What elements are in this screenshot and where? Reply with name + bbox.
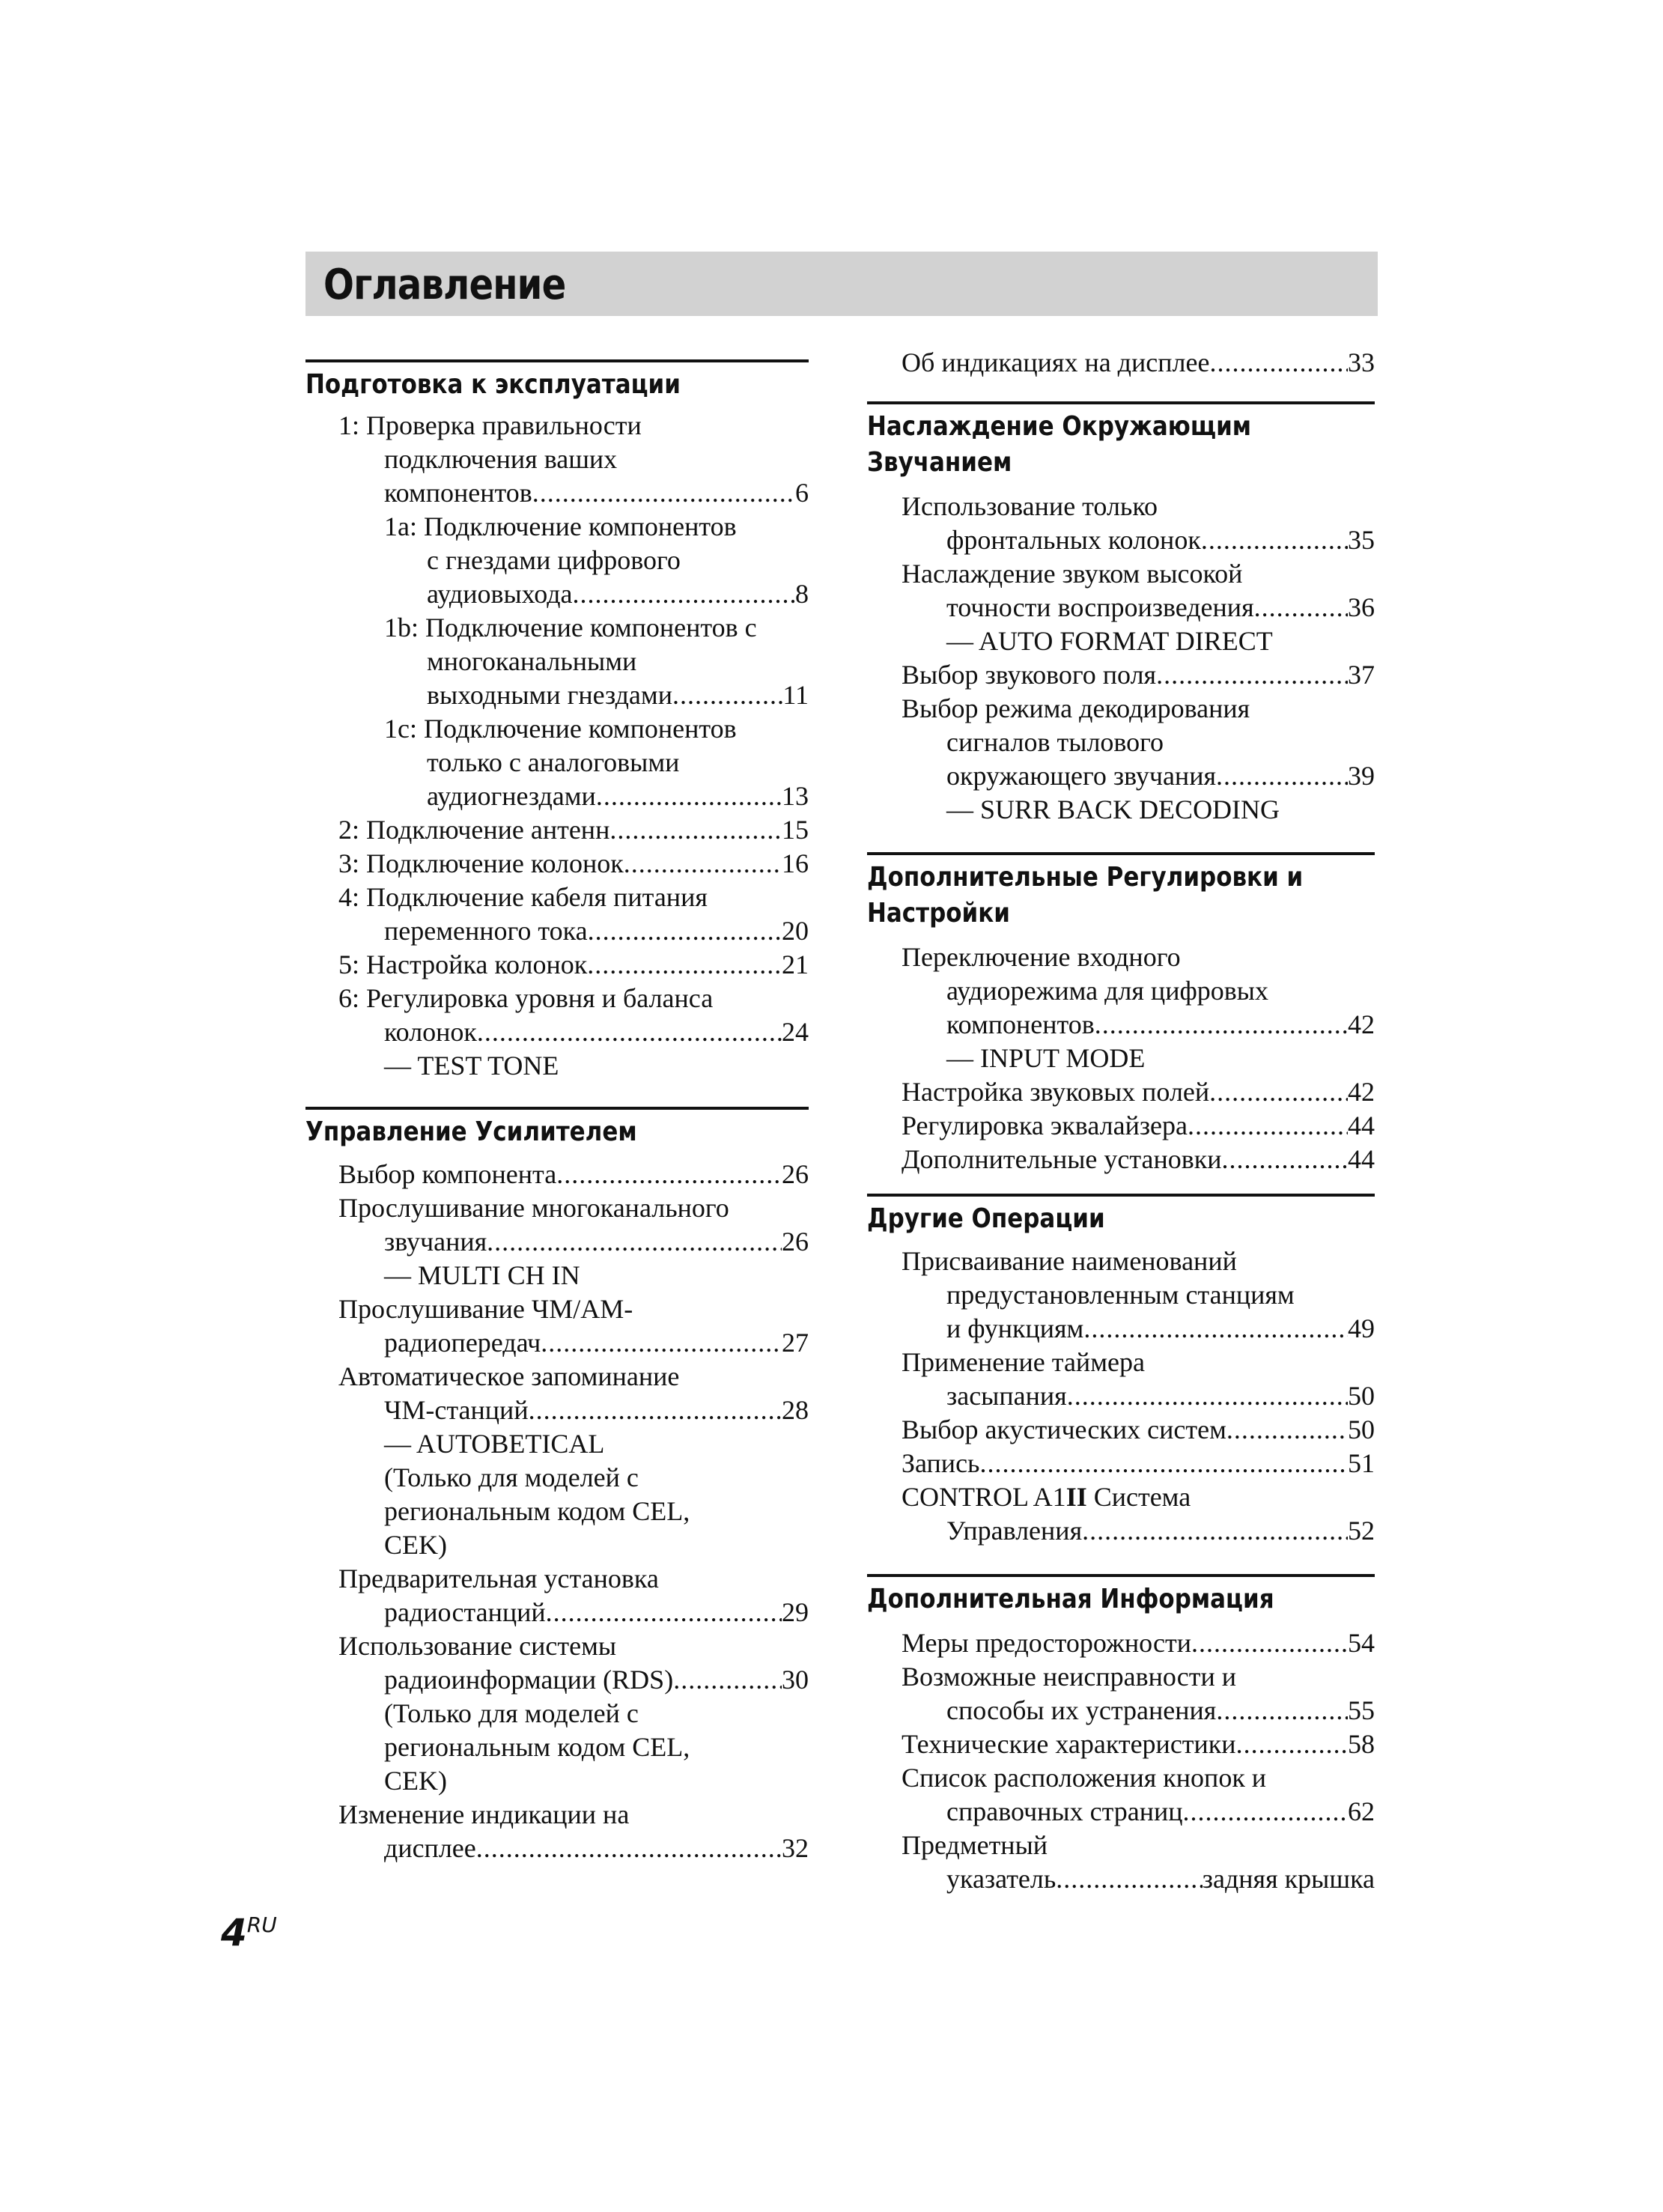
- page-number: 58: [1348, 1729, 1375, 1759]
- entry-text: Список расположения кнопок и: [902, 1763, 1267, 1793]
- entry-subtitle: — TEST TONE: [384, 1051, 559, 1081]
- entry-leader-line: [384, 1394, 809, 1427]
- entry-text: Прослушивание ЧМ/АМ-: [338, 1294, 633, 1324]
- page-number: 30: [782, 1665, 809, 1695]
- page-number: задняя крышка: [1202, 1864, 1375, 1894]
- page-number: 62: [1348, 1796, 1375, 1826]
- section-title: Настройки: [867, 898, 1010, 929]
- entry-text: 4: Подключение кабеля питания: [338, 882, 708, 912]
- page-number: 24: [782, 1017, 809, 1047]
- page-number: 37: [1348, 660, 1375, 690]
- entry-text: только с аналоговыми: [427, 747, 680, 777]
- section-title: Дополнительная Информация: [867, 1584, 1274, 1614]
- entry-note: региональным кодом CEL,: [384, 1496, 690, 1526]
- page-number: 6: [795, 478, 809, 508]
- entry-leader-line: [946, 1694, 1375, 1728]
- leader-dots: [979, 1447, 1348, 1480]
- leader-dots: [1083, 1312, 1348, 1346]
- entry-text: засыпания: [946, 1381, 1067, 1411]
- entry-leader-line: [427, 780, 809, 813]
- entry-text: Технические характеристики: [902, 1729, 1236, 1759]
- leader-dots: [588, 914, 782, 948]
- section-heading: [867, 401, 1375, 481]
- page-number: 33: [1348, 347, 1375, 377]
- entry-text: 1c: Подключение компонентов: [384, 714, 737, 744]
- entry-text: указатель: [946, 1864, 1057, 1894]
- entry-text-part: Система: [1086, 1482, 1191, 1512]
- leader-dots: [541, 1326, 782, 1360]
- entry-leader-line: [384, 1225, 809, 1259]
- entry-leader-line: [946, 1514, 1375, 1548]
- leader-dots: [1209, 1075, 1348, 1109]
- entry-subtitle: — AUTO FORMAT DIRECT: [946, 626, 1273, 656]
- entry-leader-line: [384, 1832, 809, 1865]
- entry-text: Выбор режима декодирования: [902, 693, 1250, 723]
- leader-dots: [1236, 1728, 1348, 1761]
- entry-text: 1: Проверка правильности: [338, 410, 642, 440]
- page-number: 49: [1348, 1313, 1375, 1343]
- entry-text: Прослушивание многоканального: [338, 1193, 729, 1223]
- entry-text: радиостанций: [384, 1597, 546, 1627]
- entry-leader-line: [946, 1379, 1375, 1413]
- entry-text: колонок: [384, 1017, 477, 1047]
- entry-leader-line: [384, 914, 809, 948]
- entry-text: радиоинформации (RDS): [384, 1665, 674, 1695]
- title-bar: [305, 252, 1378, 316]
- page-number: 42: [1348, 1077, 1375, 1107]
- leader-dots: [1082, 1514, 1348, 1548]
- entry-text: Наслаждение звуком высокой: [902, 559, 1243, 589]
- entry-leader-line: [946, 591, 1375, 625]
- leader-dots: [1056, 1862, 1202, 1896]
- page-number: 26: [782, 1159, 809, 1189]
- page-number: 15: [782, 815, 809, 845]
- entry-leader-line: [427, 577, 809, 611]
- leader-dots: [609, 813, 782, 847]
- entry-leader-line: [902, 1413, 1375, 1447]
- leader-dots: [1209, 346, 1348, 380]
- section-heading: [305, 1107, 809, 1150]
- entry-text: сигналов тылового: [946, 727, 1164, 757]
- section-heading: [305, 359, 809, 403]
- entry-leader-line: [384, 1596, 809, 1629]
- leader-dots: [1254, 591, 1348, 625]
- page-number: 28: [782, 1395, 809, 1425]
- entry-note: CEK): [384, 1766, 447, 1796]
- leader-dots: [1222, 1143, 1348, 1176]
- leader-dots: [1226, 1413, 1348, 1447]
- entry-text: способы их устранения: [946, 1695, 1217, 1725]
- entry-text: Управления: [946, 1516, 1083, 1546]
- entry-text: точности воспроизведения: [946, 592, 1254, 622]
- leader-dots: [546, 1596, 782, 1629]
- leader-dots: [587, 948, 782, 982]
- leader-dots: [673, 1663, 782, 1697]
- entry-text: Возможные неисправности и: [902, 1662, 1237, 1692]
- leader-dots: [1201, 523, 1348, 557]
- page-number: 35: [1348, 525, 1375, 555]
- entry-leader-line: [384, 1663, 809, 1697]
- entry-note: региональным кодом CEL,: [384, 1732, 690, 1762]
- entry-text: переменного тока: [384, 916, 588, 946]
- section-heading: [867, 1574, 1375, 1617]
- entry-text: радиопередач: [384, 1328, 541, 1358]
- entry-text: окружающего звучания: [946, 761, 1217, 791]
- page-folio: [221, 1911, 277, 1954]
- entry-text: аудиорежима для цифровых: [946, 976, 1268, 1006]
- section-title: Дополнительные Регулировки и: [867, 862, 1304, 893]
- entry-leader-line: [427, 678, 809, 712]
- entry-text: многоканальными: [427, 646, 637, 676]
- leader-dots: [1188, 1109, 1348, 1143]
- entry-text: аудиогнездами: [427, 781, 596, 811]
- page-number: 52: [1348, 1516, 1375, 1546]
- leader-dots: [477, 1015, 782, 1049]
- entry-leader-line: [902, 1626, 1375, 1660]
- entry-leader-line: [338, 813, 809, 847]
- section-title: Подготовка к эксплуатации: [305, 369, 681, 400]
- page-title: Оглавление: [323, 261, 566, 309]
- leader-dots: [1216, 759, 1348, 793]
- entry-text: Меры предосторожности: [902, 1628, 1192, 1658]
- page-number: 51: [1348, 1448, 1375, 1478]
- entry-text: Предварительная установка: [338, 1564, 659, 1593]
- page-number: 50: [1348, 1381, 1375, 1411]
- page-number: 54: [1348, 1628, 1375, 1658]
- leader-dots: [1156, 658, 1348, 692]
- page-number: 16: [782, 848, 809, 878]
- section-heading: [867, 852, 1375, 932]
- leader-dots: [1183, 1795, 1348, 1829]
- page-number-footer: 4: [221, 1911, 247, 1954]
- entry-text: предустановленным станциям: [946, 1280, 1295, 1310]
- entry-text: фронтальных колонок: [946, 525, 1201, 555]
- entry-leader-line: [946, 1862, 1375, 1896]
- page-number: 32: [782, 1833, 809, 1863]
- leader-dots: [476, 1832, 782, 1865]
- entry-text: Применение таймера: [902, 1347, 1145, 1377]
- section-title: Наслаждение Окружающим: [867, 411, 1252, 442]
- leader-dots: [672, 678, 782, 712]
- entry-subtitle: — AUTOBETICAL: [384, 1429, 605, 1459]
- entry-leader-line: [946, 1795, 1375, 1829]
- entry-text: Запись: [902, 1448, 980, 1478]
- entry-text: подключения ваших: [384, 444, 618, 474]
- entry-text: компонентов: [946, 1009, 1095, 1039]
- entry-text: Использование только: [902, 491, 1158, 521]
- entry-subtitle: — SURR BACK DECODING: [946, 794, 1280, 824]
- page-number: 20: [782, 916, 809, 946]
- entry-text: звучания: [384, 1227, 487, 1257]
- entry-leader-line: [902, 1143, 1375, 1176]
- leader-dots: [573, 577, 795, 611]
- entry-text: Выбор звукового поля: [902, 660, 1157, 690]
- entry-text-part: CONTROL A1: [902, 1482, 1066, 1512]
- entry-text: Выбор компонента: [338, 1159, 557, 1189]
- leader-dots: [1191, 1626, 1348, 1660]
- entry-text: 2: Подключение антенн: [338, 815, 610, 845]
- entry-text-bold: II: [1065, 1482, 1087, 1512]
- entry-text: дисплее: [384, 1833, 476, 1863]
- entry-leader-line: [384, 1015, 809, 1049]
- entry-subtitle: — INPUT MODE: [946, 1043, 1146, 1073]
- entry-text: Изменение индикации на: [338, 1799, 630, 1829]
- page-number: 36: [1348, 592, 1375, 622]
- entry-leader-line: [946, 523, 1375, 557]
- section-title: Звучанием: [867, 447, 1012, 478]
- leader-dots: [532, 476, 795, 510]
- page-number: 8: [795, 579, 809, 609]
- entry-text: Предметный: [902, 1830, 1048, 1860]
- entry-text: аудиовыхода: [427, 579, 573, 609]
- entry-text: Автоматическое запоминание: [338, 1361, 680, 1391]
- entry-text: справочных страниц: [946, 1796, 1183, 1826]
- entry-text: Регулировка эквалайзера: [902, 1110, 1188, 1140]
- entry-text: Выбор акустических систем: [902, 1415, 1226, 1444]
- section-heading: [867, 1194, 1375, 1237]
- entry-leader-line: [338, 948, 809, 982]
- leader-dots: [487, 1225, 782, 1259]
- entry-text: компонентов: [384, 478, 532, 508]
- entry-text: 5: Настройка колонок: [338, 949, 588, 979]
- entry-text: 6: Регулировка уровня и баланса: [338, 983, 714, 1013]
- entry-text: 1a: Подключение компонентов: [384, 511, 737, 541]
- page-number: 50: [1348, 1415, 1375, 1444]
- page-number: 44: [1348, 1110, 1375, 1140]
- entry-leader-line: [338, 847, 809, 881]
- entry-leader-line: [902, 1447, 1375, 1480]
- entry-text: ЧМ-станций: [384, 1395, 529, 1425]
- entry-leader-line: [902, 1075, 1375, 1109]
- entry-text: [902, 1480, 1191, 1514]
- page-number: 39: [1348, 761, 1375, 791]
- page-number: 55: [1348, 1695, 1375, 1725]
- page-number: 29: [782, 1597, 809, 1627]
- entry-text: Использование системы: [338, 1631, 617, 1661]
- entry-note: CEK): [384, 1530, 447, 1560]
- page-number: 42: [1348, 1009, 1375, 1039]
- entry-text: Дополнительные установки: [902, 1144, 1222, 1174]
- entry-text: Присваивание наименований: [902, 1246, 1237, 1276]
- leader-dots: [529, 1394, 782, 1427]
- section-title: Управление Усилителем: [305, 1116, 637, 1147]
- entry-text: 3: Подключение колонок: [338, 848, 624, 878]
- page-number: 21: [782, 949, 809, 979]
- entry-text: и функциям: [946, 1313, 1084, 1343]
- entry-note: (Только для моделей с: [384, 1698, 639, 1728]
- leader-dots: [1095, 1008, 1348, 1042]
- page-number: 44: [1348, 1144, 1375, 1174]
- leader-dots: [1216, 1694, 1348, 1728]
- entry-leader-line: [338, 1158, 809, 1191]
- entry-leader-line: [384, 476, 809, 510]
- entry-leader-line: [902, 658, 1375, 692]
- entry-leader-line: [946, 1312, 1375, 1346]
- leader-dots: [556, 1158, 782, 1191]
- entry-text: Переключение входного: [902, 942, 1181, 972]
- page-number: 27: [782, 1328, 809, 1358]
- leader-dots: [596, 780, 782, 813]
- section-title: Другие Операции: [867, 1203, 1105, 1234]
- entry-note: (Только для моделей с: [384, 1462, 639, 1492]
- entry-leader-line: [946, 759, 1375, 793]
- page-number: 26: [782, 1227, 809, 1257]
- entry-leader-line: [902, 346, 1375, 380]
- page-number: 11: [782, 680, 809, 710]
- entry-subtitle: — MULTI CH IN: [384, 1260, 580, 1290]
- entry-leader-line: [902, 1728, 1375, 1761]
- entry-text: Настройка звуковых полей: [902, 1077, 1210, 1107]
- leader-dots: [1067, 1379, 1348, 1413]
- leader-dots: [624, 847, 782, 881]
- entry-text: 1b: Подключение компонентов с: [384, 613, 757, 642]
- entry-leader-line: [902, 1109, 1375, 1143]
- entry-text: Об индикациях на дисплее: [902, 347, 1210, 377]
- entry-leader-line: [946, 1008, 1375, 1042]
- language-suffix: RU: [246, 1912, 277, 1937]
- entry-text: выходными гнездами: [427, 680, 672, 710]
- entry-leader-line: [384, 1326, 809, 1360]
- page-number: 13: [782, 781, 809, 811]
- entry-text: с гнездами цифрового: [427, 545, 681, 575]
